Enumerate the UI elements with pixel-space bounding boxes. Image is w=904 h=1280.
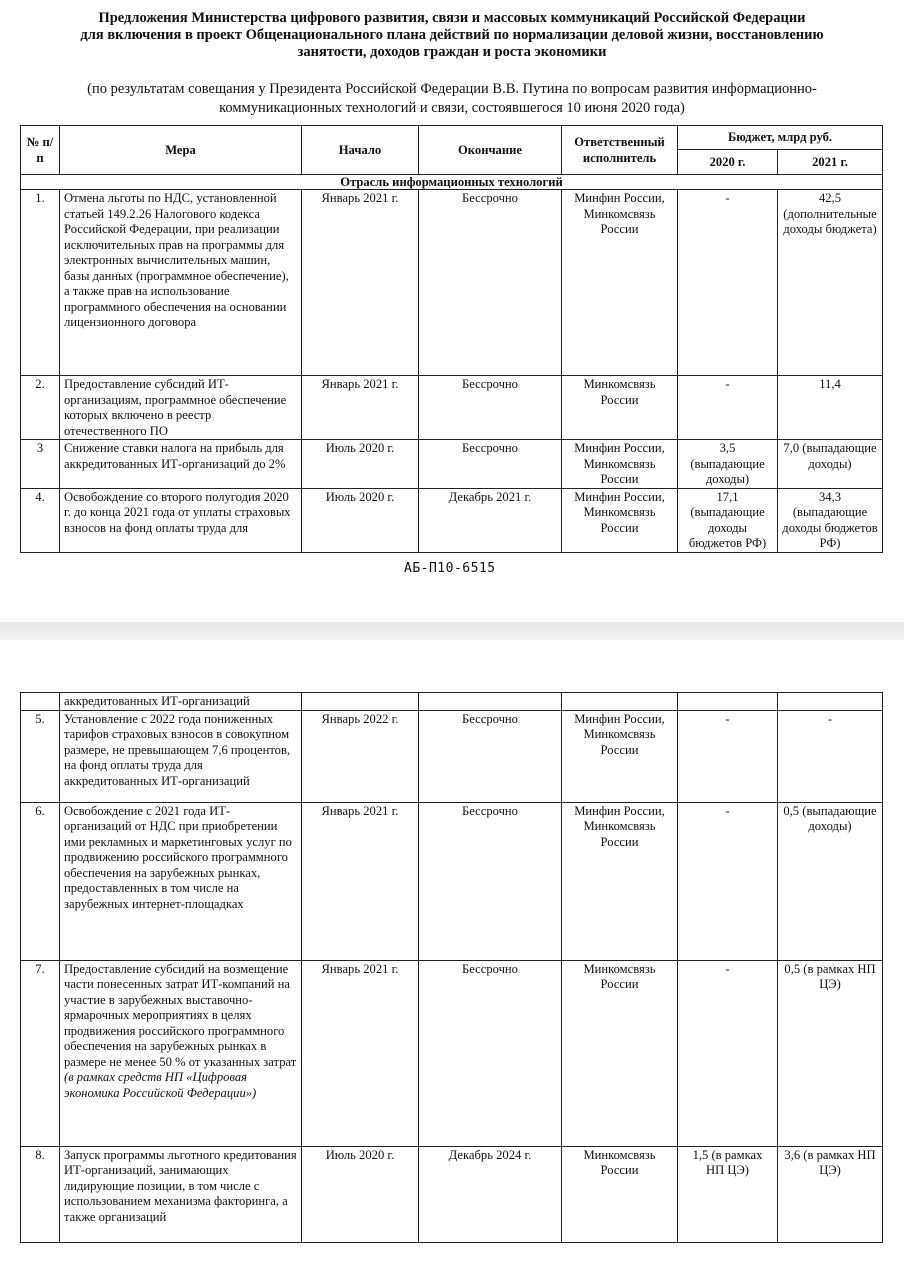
title-line: Предложения Министерства цифрового развития, связи и массовых коммуникаций Российской Федерации <box>98 10 806 26</box>
row-measure-note: (в рамках средств НП «Цифровая экономика Российской Федерации») <box>64 1070 257 1100</box>
row-responsible: Минкомсвязь России <box>562 1146 678 1242</box>
row-budget-2020: - <box>678 376 778 440</box>
document-subtitle <box>20 80 884 118</box>
row-budget-2020: 3,5 (выпадающие доходы) <box>678 440 778 489</box>
col-header-measure: Мера <box>60 126 302 175</box>
col-header-budget: Бюджет, млрд руб. <box>678 126 883 150</box>
row-measure: Освобождение со второго полугодия 2020 г. до конца 2021 года от уплаты страховых взносов на фонд оплаты труда для <box>60 488 302 552</box>
row-budget-2021: 0,5 (в рамках НП ЦЭ) <box>778 960 883 1146</box>
row-end: Бессрочно <box>419 190 562 376</box>
row-responsible: Минфин России, Минкомсвязь России <box>562 802 678 960</box>
row-num: 8. <box>21 1146 60 1242</box>
row-responsible: Минфин России, Минкомсвязь России <box>562 710 678 802</box>
row-end: Бессрочно <box>419 710 562 802</box>
page-1 <box>0 0 904 622</box>
row-num: 7. <box>21 960 60 1146</box>
row-measure: Отмена льготы по НДС, установленной статьей 149.2.26 Налогового кодекса Российской Федерации, при реализации исключительных прав на программы для электронных вычислительных машин, базы данных (программное обеспечение), а также прав на использование программного обеспечения на основании лицензионного договора <box>60 190 302 376</box>
col-header-start: Начало <box>302 126 419 175</box>
row-budget-2021: 34,3 (выпадающие доходы бюджетов РФ) <box>778 488 883 552</box>
col-header-responsible: Ответственный исполнитель <box>562 126 678 175</box>
row-measure: Установление с 2022 года пониженных тарифов страховых взносов в совокупном размере, не превышающем 7,6 процентов, на фонд оплаты труда для аккредитованных ИТ-организаций <box>60 710 302 802</box>
row-num: 3 <box>21 440 60 489</box>
row-budget-2020: - <box>678 190 778 376</box>
row-start: Январь 2021 г. <box>302 802 419 960</box>
row-measure-cell <box>60 960 302 1146</box>
title-line: для включения в проект Общенационального плана действий по нормализации деловой жизни, восстановлению <box>80 27 824 43</box>
row-start: Январь 2021 г. <box>302 190 419 376</box>
row-measure: Предоставление субсидий на возмещение части понесенных затрат ИТ-компаний на участие в зарубежных выставочно-ярмарочных мероприятиях в целях продвижения российского программного обеспечения на зарубежных рынках в размере не менее 50 % от указанных затрат <box>64 961 297 1069</box>
measures-table-continued <box>20 692 883 1243</box>
row-end: Бессрочно <box>419 802 562 960</box>
row-budget-2021: 3,6 (в рамках НП ЦЭ) <box>778 1146 883 1242</box>
section-header: Отрасль информационных технологий <box>21 175 883 190</box>
row-num: 2. <box>21 376 60 440</box>
row-num: 1. <box>21 190 60 376</box>
row-end: Декабрь 2021 г. <box>419 488 562 552</box>
row-budget-2021: 7,0 (выпадающие доходы) <box>778 440 883 489</box>
row-budget-2020: - <box>678 802 778 960</box>
table-row-continuation <box>21 693 883 711</box>
row-num: 4. <box>21 488 60 552</box>
row-responsible: Минфин России, Минкомсвязь России <box>562 488 678 552</box>
row-num: 5. <box>21 710 60 802</box>
table-row <box>21 488 883 552</box>
col-header-end: Окончание <box>419 126 562 175</box>
subtitle-line: коммуникационных технологий и связи, состоявшегося 10 июня 2020 года) <box>219 100 685 116</box>
table-row <box>21 1146 883 1242</box>
table-row <box>21 190 883 376</box>
page-2 <box>0 640 904 1280</box>
row-budget-2020: - <box>678 710 778 802</box>
subtitle-line: (по результатам совещания у Президента Российской Федерации В.В. Путина по вопросам развития информационно- <box>87 81 817 97</box>
title-line: занятости, доходов граждан и роста экономики <box>297 44 607 60</box>
row-responsible: Минкомсвязь России <box>562 376 678 440</box>
document-stamp: АБ-П10-6515 <box>404 561 496 576</box>
row-budget-2021: 11,4 <box>778 376 883 440</box>
row-measure: Предоставление субсидий ИТ-организациям, программное обеспечение которых включено в реестр отечественного ПО <box>60 376 302 440</box>
row-end: Декабрь 2024 г. <box>419 1146 562 1242</box>
table-row <box>21 802 883 960</box>
row-end: Бессрочно <box>419 960 562 1146</box>
row-num: 6. <box>21 802 60 960</box>
measures-table <box>20 125 883 553</box>
col-header-num: № п/п <box>21 126 60 175</box>
table-row <box>21 710 883 802</box>
row-measure-continuation: аккредитованных ИТ-организаций <box>60 693 302 711</box>
table-row <box>21 440 883 489</box>
table-row <box>21 376 883 440</box>
col-header-2020: 2020 г. <box>678 150 778 175</box>
row-start: Июль 2020 г. <box>302 1146 419 1242</box>
row-start: Январь 2021 г. <box>302 960 419 1146</box>
row-budget-2020: 17,1 (выпадающие доходы бюджетов РФ) <box>678 488 778 552</box>
row-responsible: Минкомсвязь России <box>562 960 678 1146</box>
row-measure: Освобождение с 2021 года ИТ-организаций от НДС при приобретении ими рекламных и маркетинговых услуг по продвижению российского программного обеспечения на зарубежных рынках, предоставленных в том числе на зарубежных интернет-площадках <box>60 802 302 960</box>
row-responsible: Минфин России, Минкомсвязь России <box>562 190 678 376</box>
row-end: Бессрочно <box>419 376 562 440</box>
row-start: Январь 2022 г. <box>302 710 419 802</box>
row-start: Июль 2020 г. <box>302 440 419 489</box>
document-title <box>20 10 884 61</box>
row-budget-2020: 1,5 (в рамках НП ЦЭ) <box>678 1146 778 1242</box>
row-responsible: Минфин России, Минкомсвязь России <box>562 440 678 489</box>
row-budget-2020: - <box>678 960 778 1146</box>
row-end: Бессрочно <box>419 440 562 489</box>
row-budget-2021: - <box>778 710 883 802</box>
row-start: Январь 2021 г. <box>302 376 419 440</box>
row-budget-2021: 0,5 (выпадающие доходы) <box>778 802 883 960</box>
row-measure: Снижение ставки налога на прибыль для аккредитованных ИТ-организаций до 2% <box>60 440 302 489</box>
row-start: Июль 2020 г. <box>302 488 419 552</box>
row-budget-2021: 42,5 (дополнительные доходы бюджета) <box>778 190 883 376</box>
page-separator <box>0 622 904 640</box>
table-row <box>21 960 883 1146</box>
row-measure: Запуск программы льготного кредитования ИТ-организаций, занимающих лидирующие позиции, в том числе с использованием механизма факторинга, а также организаций <box>60 1146 302 1242</box>
col-header-2021: 2021 г. <box>778 150 883 175</box>
